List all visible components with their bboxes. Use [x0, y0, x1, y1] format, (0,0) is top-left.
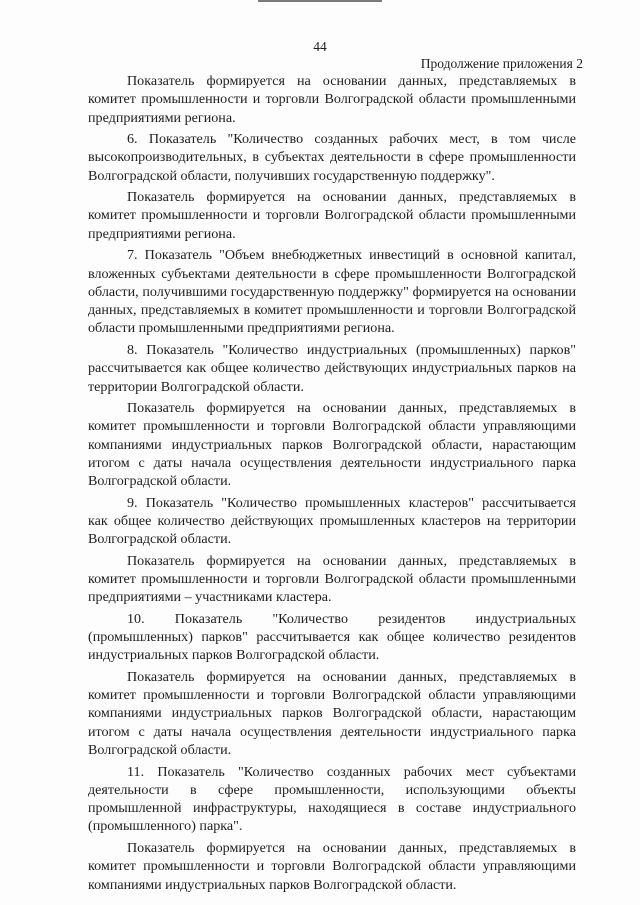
paragraph: 9. Показатель "Количество промышленных кластеров" рассчитывается как общее количество действующих промышленных кластеров на территории Волгоградской области. — [88, 494, 576, 548]
paragraph: Показатель формируется на основании данных, представляемых в комитет промышленности и торговли Волгоградской области управляющими компаниями индустриальных парков Волгоградской области. — [88, 839, 576, 893]
paragraph: 11. Показатель "Количество созданных рабочих мест субъектами деятельности в сфере промышленности, использующими объекты промышленной инфраструктуры, находящиеся в составе индустриального (промышленного) парка". — [88, 763, 576, 835]
body-text — [88, 72, 576, 894]
paragraph: Показатель формируется на основании данных, представляемых в комитет промышленности и торговли Волгоградской области управляющими компаниями индустриальных парков Волгоградской области, нарастающим итогом с даты начала осуществления деятельности индустриального парка Волгоградской области. — [88, 399, 576, 490]
paragraph: 8. Показатель "Количество индустриальных (промышленных) парков" рассчитывается как общее количество действующих индустриальных парков на территории Волгоградской области. — [88, 341, 576, 395]
paragraph: Показатель формируется на основании данных, представляемых в комитет промышленности и торговли Волгоградской области промышленными предприятиями – участниками кластера. — [88, 552, 576, 606]
paragraph: Показатель формируется на основании данных, представляемых в комитет промышленности и торговли Волгоградской области промышленными предприятиями региона. — [88, 73, 576, 126]
top-edge-rule — [258, 0, 382, 2]
continuation-note: Продолжение приложения 2 — [420, 56, 583, 71]
paragraph: 7. Показатель "Объем внебюджетных инвестиций в основной капитал, вложенных субъектами деятельности в сфере промышленности Волгоградской области, получившими государственную поддержку" формируется на основании данных, представляемых в комитет промышленности и торговли Волгоградской области промышленными предприятиями региона. — [88, 247, 576, 337]
paragraph: Показатель формируется на основании данных, представляемых в комитет промышленности и торговли Волгоградской области промышленными предприятиями региона. — [88, 189, 576, 242]
page-number: 44 — [313, 39, 327, 54]
paragraph: Показатель формируется на основании данных, представляемых в комитет промышленности и торговли Волгоградской области управляющими компаниями индустриальных парков Волгоградской области, нарастающим итогом с даты начала осуществления деятельности индустриального парка Волгоградской области. — [88, 668, 576, 759]
paragraph: 10. Показатель "Количество резидентов индустриальных (промышленных) парков" рассчитывается как общее количество резидентов индустриальных парков Волгоградской области. — [88, 610, 576, 664]
paragraph: 6. Показатель "Количество созданных рабочих мест, в том числе высокопроизводительных, в субъектах деятельности в сфере промышленности Волгоградской области, получивших государственную поддержку". — [88, 131, 576, 184]
